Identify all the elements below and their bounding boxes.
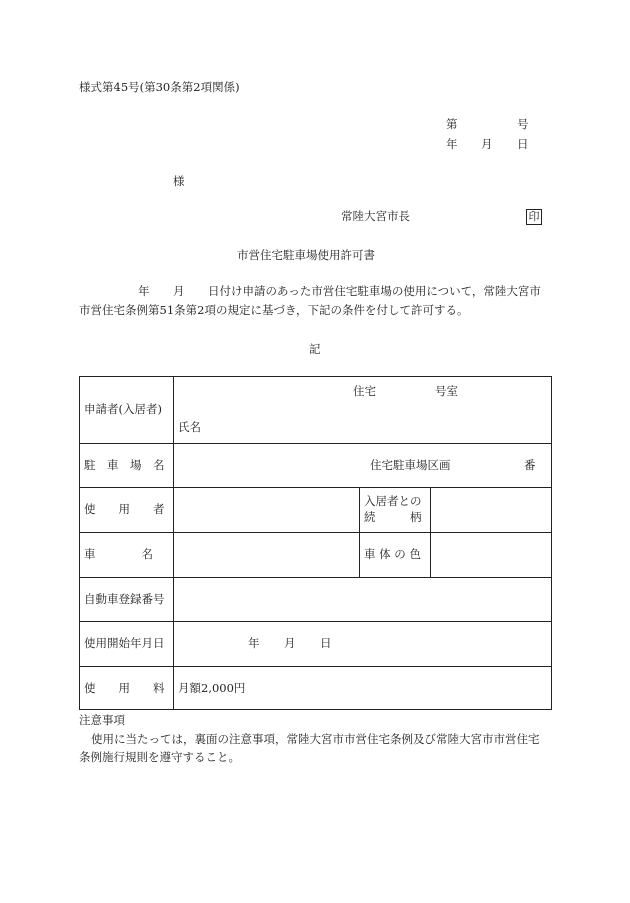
notes-line1: 使用に当たっては，裏面の注意事項，常陸大宮市市営住宅条例及び常陸大宮市市営住宅 [91, 732, 540, 746]
housing-suffix: 住宅 [353, 384, 376, 398]
body-line2: 市営住宅条例第51条第2項の規定に基づき，下記の条件を付して許可する。 [79, 303, 469, 317]
issuer-name: 常陸大宮市長 [341, 209, 410, 223]
room-suffix: 号室 [435, 384, 458, 398]
document-title: 市営住宅駐車場使用許可書 [237, 248, 375, 262]
addressee-suffix: 様 [173, 174, 185, 188]
notes-title: 注意事項 [79, 713, 125, 727]
fee-label: 使 用 料 [84, 681, 165, 695]
form-label: 様式第45号(第30条第2項関係) [79, 80, 240, 94]
relation-label-1: 入居者との [364, 494, 422, 508]
parking-label: 駐 車 場 名 [84, 458, 165, 472]
notes-line2: 条例施行規則を遵守すること。 [79, 750, 240, 764]
ki-mark: 記 [309, 342, 321, 356]
doc-number-dai: 第 [446, 117, 458, 131]
user-label: 使 用 者 [84, 502, 165, 516]
date-month: 月 [481, 137, 493, 151]
name-label: 氏名 [178, 420, 201, 434]
relation-label-2: 続 柄 [364, 510, 422, 524]
body-month: 月 [173, 284, 185, 298]
parking-number-suffix: 番 [524, 458, 536, 472]
start-date-day: 日 [320, 636, 332, 650]
start-date-label: 使用開始年月日 [84, 636, 165, 650]
body-year: 年 [138, 284, 150, 298]
parking-value: 住宅駐車場区画 [370, 458, 451, 472]
date-year: 年 [446, 137, 458, 151]
date-day: 日 [517, 137, 529, 151]
car-color-label: 車 体 の 色 [364, 547, 421, 561]
start-date-month: 月 [284, 636, 296, 650]
plate-label: 自動車登録番号 [84, 592, 165, 606]
doc-number-go: 号 [517, 117, 529, 131]
body-line1: 日付け申請のあった市営住宅駐車場の使用について，常陸大宮市 [208, 284, 541, 298]
start-date-year: 年 [248, 636, 260, 650]
car-name-label: 車 名 [84, 547, 153, 561]
seal-mark: 印 [526, 209, 542, 225]
applicant-label: 申請者(入居者) [84, 402, 162, 416]
permit-table [79, 376, 552, 710]
fee-value: 月額2,000円 [178, 681, 246, 695]
